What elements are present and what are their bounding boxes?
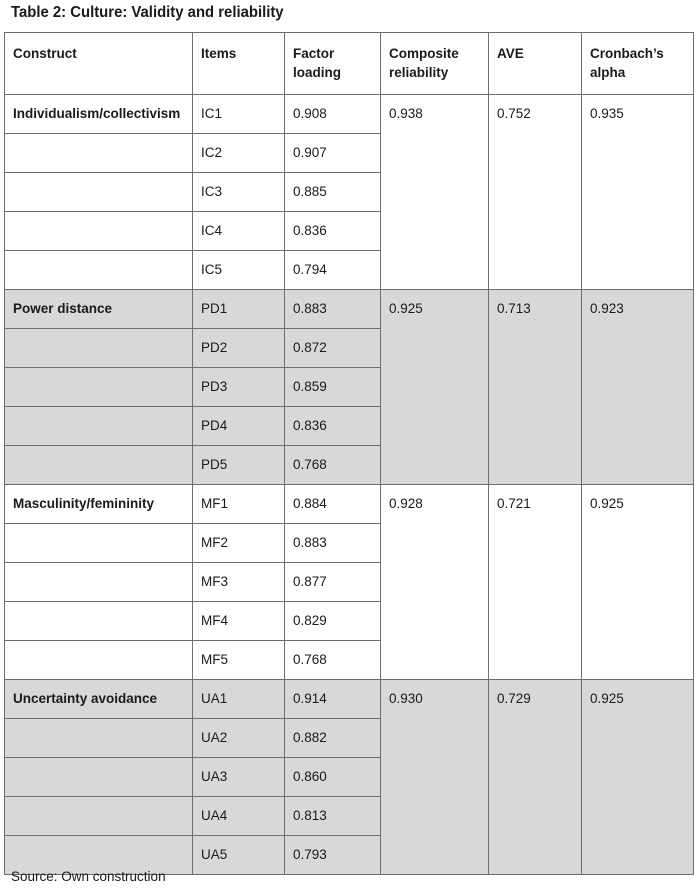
factor-loading-cell: 0.793 [285, 836, 381, 875]
construct-cell [5, 446, 193, 485]
composite-reliability-cell: 0.928 [381, 485, 489, 680]
item-cell: MF5 [193, 641, 285, 680]
item-cell: IC5 [193, 251, 285, 290]
header-items: Items [193, 33, 285, 95]
construct-cell [5, 719, 193, 758]
construct-cell [5, 602, 193, 641]
construct-cell [5, 329, 193, 368]
cronbach-alpha-cell: 0.923 [582, 290, 694, 485]
construct-cell [5, 407, 193, 446]
item-cell: MF3 [193, 563, 285, 602]
table-row [5, 290, 694, 329]
ave-cell: 0.713 [489, 290, 582, 485]
factor-loading-cell: 0.914 [285, 680, 381, 719]
cronbach-alpha-cell: 0.935 [582, 95, 694, 290]
factor-loading-cell: 0.883 [285, 524, 381, 563]
header-factor-loading: Factor loading [285, 33, 381, 95]
composite-reliability-cell: 0.938 [381, 95, 489, 290]
factor-loading-cell: 0.836 [285, 407, 381, 446]
item-cell: IC4 [193, 212, 285, 251]
cronbach-alpha-cell: 0.925 [582, 485, 694, 680]
item-cell: IC2 [193, 134, 285, 173]
factor-loading-cell: 0.768 [285, 446, 381, 485]
factor-loading-cell: 0.813 [285, 797, 381, 836]
construct-cell [5, 797, 193, 836]
item-cell: UA1 [193, 680, 285, 719]
cronbach-alpha-cell: 0.925 [582, 680, 694, 875]
construct-cell [5, 251, 193, 290]
construct-cell: Masculinity/femininity [5, 485, 193, 524]
table-body [5, 95, 694, 875]
item-cell: PD4 [193, 407, 285, 446]
item-cell: MF1 [193, 485, 285, 524]
table-title: Table 2: Culture: Validity and reliability [11, 4, 284, 21]
item-cell: MF4 [193, 602, 285, 641]
ave-cell: 0.752 [489, 95, 582, 290]
factor-loading-cell: 0.836 [285, 212, 381, 251]
factor-loading-cell: 0.860 [285, 758, 381, 797]
factor-loading-cell: 0.768 [285, 641, 381, 680]
construct-cell [5, 758, 193, 797]
item-cell: PD1 [193, 290, 285, 329]
ave-cell: 0.729 [489, 680, 582, 875]
construct-cell [5, 563, 193, 602]
item-cell: IC1 [193, 95, 285, 134]
construct-cell: Uncertainty avoidance [5, 680, 193, 719]
item-cell: UA3 [193, 758, 285, 797]
factor-loading-cell: 0.885 [285, 173, 381, 212]
factor-loading-cell: 0.907 [285, 134, 381, 173]
construct-cell: Power distance [5, 290, 193, 329]
header-construct: Construct [5, 33, 193, 95]
factor-loading-cell: 0.794 [285, 251, 381, 290]
validity-table [4, 32, 694, 875]
header-composite-reliability: Composite reliability [381, 33, 489, 95]
factor-loading-cell: 0.884 [285, 485, 381, 524]
factor-loading-cell: 0.908 [285, 95, 381, 134]
header-row [5, 33, 694, 95]
construct-cell: Individualism/collectivism [5, 95, 193, 134]
item-cell: UA4 [193, 797, 285, 836]
ave-cell: 0.721 [489, 485, 582, 680]
item-cell: PD2 [193, 329, 285, 368]
factor-loading-cell: 0.883 [285, 290, 381, 329]
factor-loading-cell: 0.872 [285, 329, 381, 368]
item-cell: PD5 [193, 446, 285, 485]
construct-cell [5, 173, 193, 212]
item-cell: MF2 [193, 524, 285, 563]
factor-loading-cell: 0.859 [285, 368, 381, 407]
construct-cell [5, 134, 193, 173]
item-cell: IC3 [193, 173, 285, 212]
factor-loading-cell: 0.829 [285, 602, 381, 641]
table-row [5, 95, 694, 134]
header-ave: AVE [489, 33, 582, 95]
item-cell: UA2 [193, 719, 285, 758]
factor-loading-cell: 0.877 [285, 563, 381, 602]
table-row [5, 485, 694, 524]
composite-reliability-cell: 0.930 [381, 680, 489, 875]
item-cell: PD3 [193, 368, 285, 407]
source-note: Source: Own construction [11, 869, 166, 884]
factor-loading-cell: 0.882 [285, 719, 381, 758]
construct-cell [5, 524, 193, 563]
construct-cell [5, 368, 193, 407]
construct-cell [5, 641, 193, 680]
construct-cell [5, 212, 193, 251]
header-cronbach-alpha: Cronbach’s alpha [582, 33, 694, 95]
table-row [5, 680, 694, 719]
composite-reliability-cell: 0.925 [381, 290, 489, 485]
item-cell: UA5 [193, 836, 285, 875]
